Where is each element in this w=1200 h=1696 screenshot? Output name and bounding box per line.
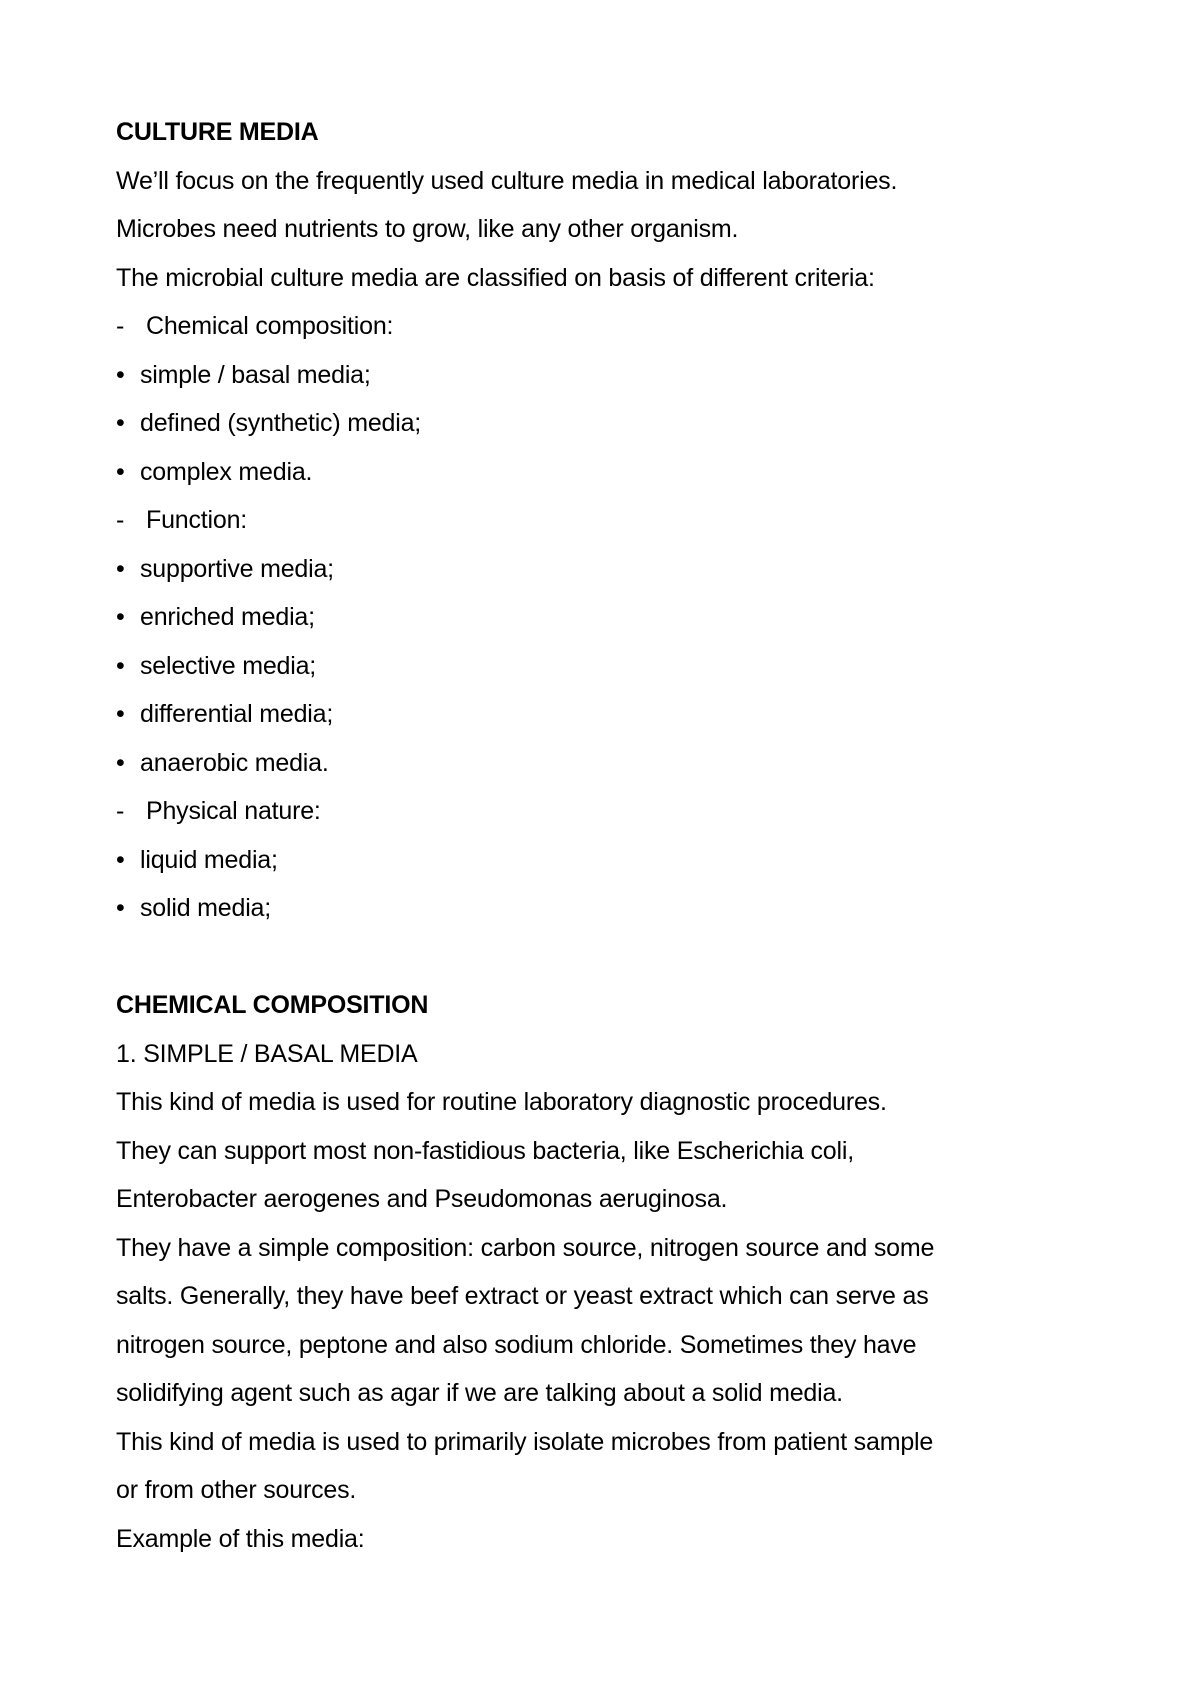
criteria-label-text: Function: [146, 506, 248, 534]
list-item [116, 642, 1116, 691]
dash-marker: - [116, 312, 125, 340]
bullet-marker: • [116, 603, 125, 631]
list-item-text: solid media; [140, 894, 271, 922]
list-item [116, 884, 1116, 933]
bullet-marker: • [116, 845, 125, 874]
list-item-text: supportive media; [140, 554, 334, 583]
blank-line [116, 933, 1116, 982]
bullet-marker: • [116, 651, 125, 680]
list-item [116, 545, 1116, 594]
list-item-text: differential media; [140, 700, 334, 728]
list-item [116, 836, 1116, 885]
list-item-text: anaerobic media. [140, 748, 329, 777]
list-item-text: simple / basal media; [140, 360, 371, 389]
section-heading-chemical-composition: CHEMICAL COMPOSITION [116, 991, 429, 1019]
section-heading-culture-media: CULTURE MEDIA [116, 118, 319, 146]
list-item-text: complex media. [140, 457, 313, 486]
list-item [116, 351, 1116, 400]
list-item-text: liquid media; [140, 845, 278, 874]
paragraph-line: The microbial culture media are classified on basis of different criteria: [116, 263, 875, 292]
list-item [116, 448, 1116, 497]
list-item-text: selective media; [140, 651, 317, 680]
document-page [116, 108, 1116, 1563]
list-item-text: enriched media; [140, 603, 315, 631]
bullet-marker: • [116, 457, 125, 486]
paragraph-line: solidifying agent such as agar if we are talking about a solid media. [116, 1379, 843, 1407]
dash-marker: - [116, 506, 125, 534]
bullet-marker: • [116, 894, 125, 922]
criteria-label-physical-nature [116, 787, 1116, 836]
paragraph-line: nitrogen source, peptone and also sodium chloride. Sometimes they have [116, 1330, 917, 1359]
criteria-label-text: Chemical composition: [146, 312, 394, 340]
paragraph-line: Enterobacter aerogenes and Pseudomonas aeruginosa. [116, 1185, 728, 1213]
list-item [116, 593, 1116, 642]
criteria-label-text: Physical nature: [146, 797, 321, 825]
subheading-simple-basal-media: 1. SIMPLE / BASAL MEDIA [116, 1039, 418, 1068]
paragraph-line: Example of this media: [116, 1524, 365, 1553]
paragraph-line: or from other sources. [116, 1476, 357, 1504]
bullet-marker: • [116, 700, 125, 728]
bullet-marker: • [116, 360, 125, 389]
paragraph-line: salts. Generally, they have beef extract or yeast extract which can serve as [116, 1282, 929, 1310]
dash-marker: - [116, 797, 125, 825]
list-item-text: defined (synthetic) media; [140, 409, 422, 437]
paragraph-line: They have a simple composition: carbon source, nitrogen source and some [116, 1233, 935, 1262]
paragraph-line: This kind of media is used to primarily isolate microbes from patient sample [116, 1427, 934, 1456]
list-item [116, 739, 1116, 788]
paragraph-line: This kind of media is used for routine laboratory diagnostic procedures. [116, 1088, 887, 1116]
list-item [116, 690, 1116, 739]
paragraph-line: We’ll focus on the frequently used culture media in medical laboratories. [116, 166, 898, 195]
criteria-label-chemical-composition [116, 302, 1116, 351]
bullet-marker: • [116, 554, 125, 583]
criteria-label-function [116, 496, 1116, 545]
bullet-marker: • [116, 409, 125, 437]
list-item [116, 399, 1116, 448]
paragraph-line: They can support most non-fastidious bacteria, like Escherichia coli, [116, 1136, 854, 1165]
paragraph-line: Microbes need nutrients to grow, like any other organism. [116, 215, 739, 243]
bullet-marker: • [116, 748, 125, 777]
